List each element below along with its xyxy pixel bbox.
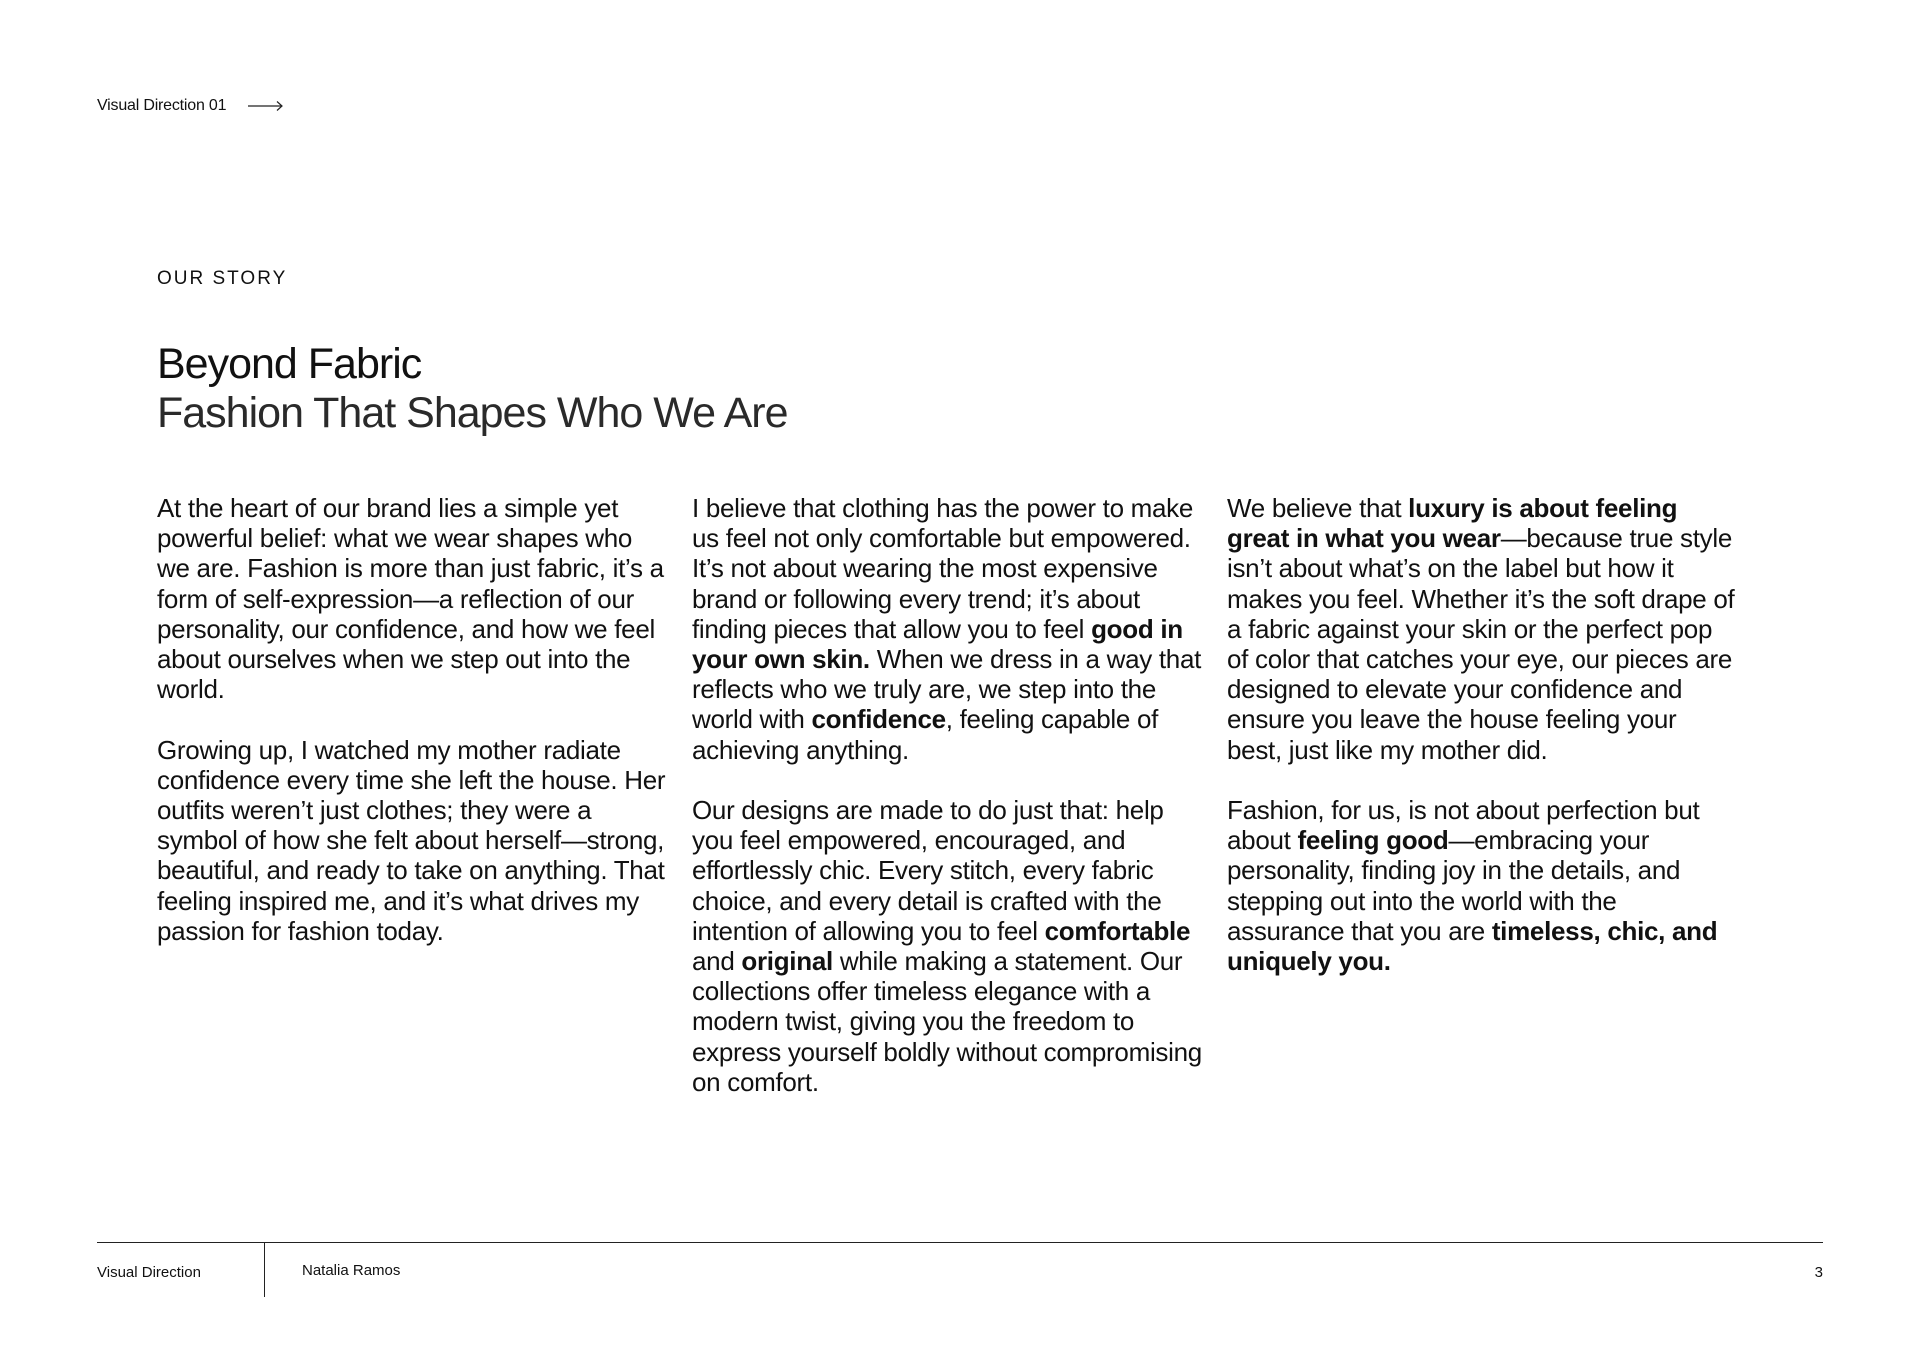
page-number: 3: [1814, 1264, 1823, 1281]
paragraph-text: , feeling capable of achieving anything.: [692, 704, 1159, 765]
paragraph-text: Fashion, for us, is not about perfection but about: [1227, 795, 1700, 856]
section-title: Beyond Fabric: [157, 340, 422, 388]
emphasis-text: comfortable: [1044, 915, 1191, 946]
section-eyebrow: OUR STORY: [157, 268, 288, 289]
emphasis-text: timeless, chic, and uniquely you.: [1227, 915, 1718, 977]
paragraph-text: while making a statement. Our collections offer timeless elegance with a modern twist, giving you the freedom to express yourself boldly without compromising on comfort.: [692, 946, 1202, 1097]
footer-divider: [264, 1243, 265, 1297]
document-header-label: [97, 97, 284, 115]
emphasis-text: confidence: [811, 704, 946, 735]
story-column-1: [157, 493, 667, 1097]
story-paragraph: [1227, 493, 1737, 765]
emphasis-text: feeling good: [1297, 825, 1449, 856]
paragraph-text: Growing up, I watched my mother radiate confidence every time she left the house. Her outfits weren’t just clothes; they were a symbol of how she felt about herself—strong, beautiful, and ready to take on anything. That feeling inspired me, and it’s what drives my passion for fashion today.: [157, 734, 666, 946]
footer-author: Natalia Ramos: [302, 1262, 401, 1279]
story-paragraph: [1227, 795, 1737, 976]
story-paragraph: [692, 795, 1202, 1097]
section-subtitle: Fashion That Shapes Who We Are: [157, 389, 788, 437]
header-label-text: Visual Direction 01: [97, 97, 227, 114]
section-headline: [157, 340, 788, 438]
emphasis-text: original: [741, 946, 833, 977]
story-paragraph: [157, 493, 667, 704]
footer-section-label: Visual Direction: [97, 1264, 201, 1281]
paragraph-text: We believe that: [1227, 493, 1409, 523]
paragraph-text: Our designs are made to do just that: help you feel empowered, encouraged, and effortlessly chic. Every stitch, every fabric choice, and every detail is crafted with the intention of allowing you to feel: [692, 795, 1164, 946]
footer-rule: [97, 1242, 1823, 1243]
paragraph-text: At the heart of our brand lies a simple yet powerful belief: what we wear shapes who we are. Fashion is more than just fabric, it’s a form of self-expression—a reflection of our personality, our confidence, and how we feel about ourselves when we step out into the world.: [157, 493, 664, 705]
long-arrow-right-icon: [248, 100, 284, 112]
paragraph-text: and: [692, 946, 742, 977]
emphasis-text: luxury is about feeling great in what you wear: [1227, 493, 1678, 554]
story-paragraph: [692, 493, 1202, 765]
paragraph-text: I believe that clothing has the power to make us feel not only comfortable but empowered. It’s not about wearing the most expensive brand or following every trend; it’s about finding pieces that allow you to feel: [692, 493, 1194, 644]
story-paragraph: [157, 735, 667, 946]
paragraph-text: —embracing your personality, finding joy in the details, and stepping out into the world with the assurance that you are: [1227, 825, 1681, 946]
story-column-3: [1227, 493, 1737, 1097]
story-column-2: [692, 493, 1202, 1097]
story-columns: [157, 493, 1737, 1097]
paragraph-text: When we dress in a way that reflects who we truly are, we step into the world with: [692, 644, 1202, 735]
emphasis-text: good in your own skin.: [692, 613, 1183, 675]
paragraph-text: —because true style isn’t about what’s on the label but how it makes you feel. Whether it’s the soft drape of a fabric against your skin or the perfect pop of color that catches your eye, our pieces are designed to elevate your confidence and ensure you leave the house feeling your best, just like my mother did.: [1227, 523, 1735, 765]
